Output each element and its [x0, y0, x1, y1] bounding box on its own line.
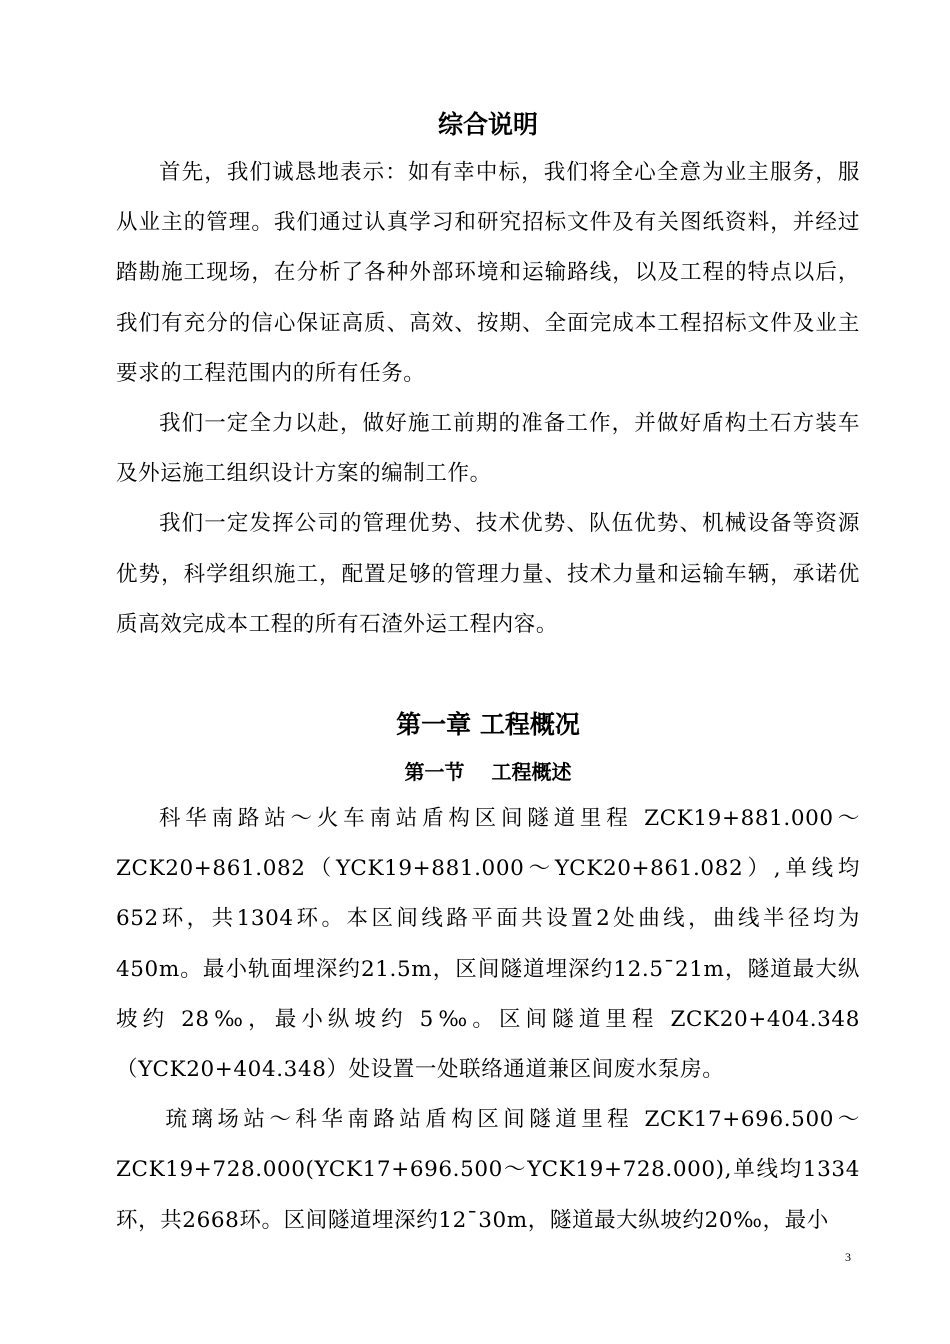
intro-paragraph-1: 首先，我们诚恳地表示：如有幸中标，我们将全心全意为业主服务，服从业主的管理。我们通过认真学习和研究招标文件及有关图纸资料，并经过踏勘施工现场，在分析了各种外部环境和运输路线，以及工程的特点以后，我们有充分的信心保证高质、高效、按期、全面完成本工程招标文件及业主要求的工程范围内的所有任务。	[116, 160, 860, 386]
intro-title: 综合说明	[437, 110, 538, 139]
intro-paragraph-2: 我们一定全力以赴，做好施工前期的准备工作，并做好盾构土石方装车及外运施工组织设计方案的编制工作。	[116, 411, 860, 487]
section-paragraph-1: 科华南路站～火车南站盾构区间隧道里程 ZCK19+881.000～ZCK20+861.082（YCK19+881.000～YCK20+861.082）,单线均652环，共1304环。本区间线路平面共设置2处曲线，曲线半径均为450m。最小轨面埋深约21.5m，区间隧道埋深约12.5¯21m，隧道最大纵坡约 28‰，最小纵坡约 5‰。区间隧道里程 ZCK20+404.348（YCK20+404.348）处设置一处联络通道兼区间废水泵房。	[116, 806, 860, 1083]
section-title: 第一节 工程概述	[404, 760, 572, 785]
section-paragraph-2: 琉璃场站～科华南路站盾构区间隧道里程 ZCK17+696.500～ZCK19+728.000(YCK17+696.500～YCK19+728.000),单线均1334环，共2668环。区间隧道埋深约12¯30m，隧道最大纵坡约20‰，最小	[116, 1107, 860, 1233]
section-gap	[116, 650, 860, 700]
chapter-title: 第一章 工程概况	[396, 710, 580, 740]
page-number: 3	[845, 1250, 851, 1264]
intro-paragraph-3: 我们一定发挥公司的管理优势、技术优势、队伍优势、机械设备等资源优势，科学组织施工，配置足够的管理力量、技术力量和运输车辆，承诺优质高效完成本工程的所有石渣外运工程内容。	[116, 511, 860, 637]
document-page	[116, 102, 860, 1246]
